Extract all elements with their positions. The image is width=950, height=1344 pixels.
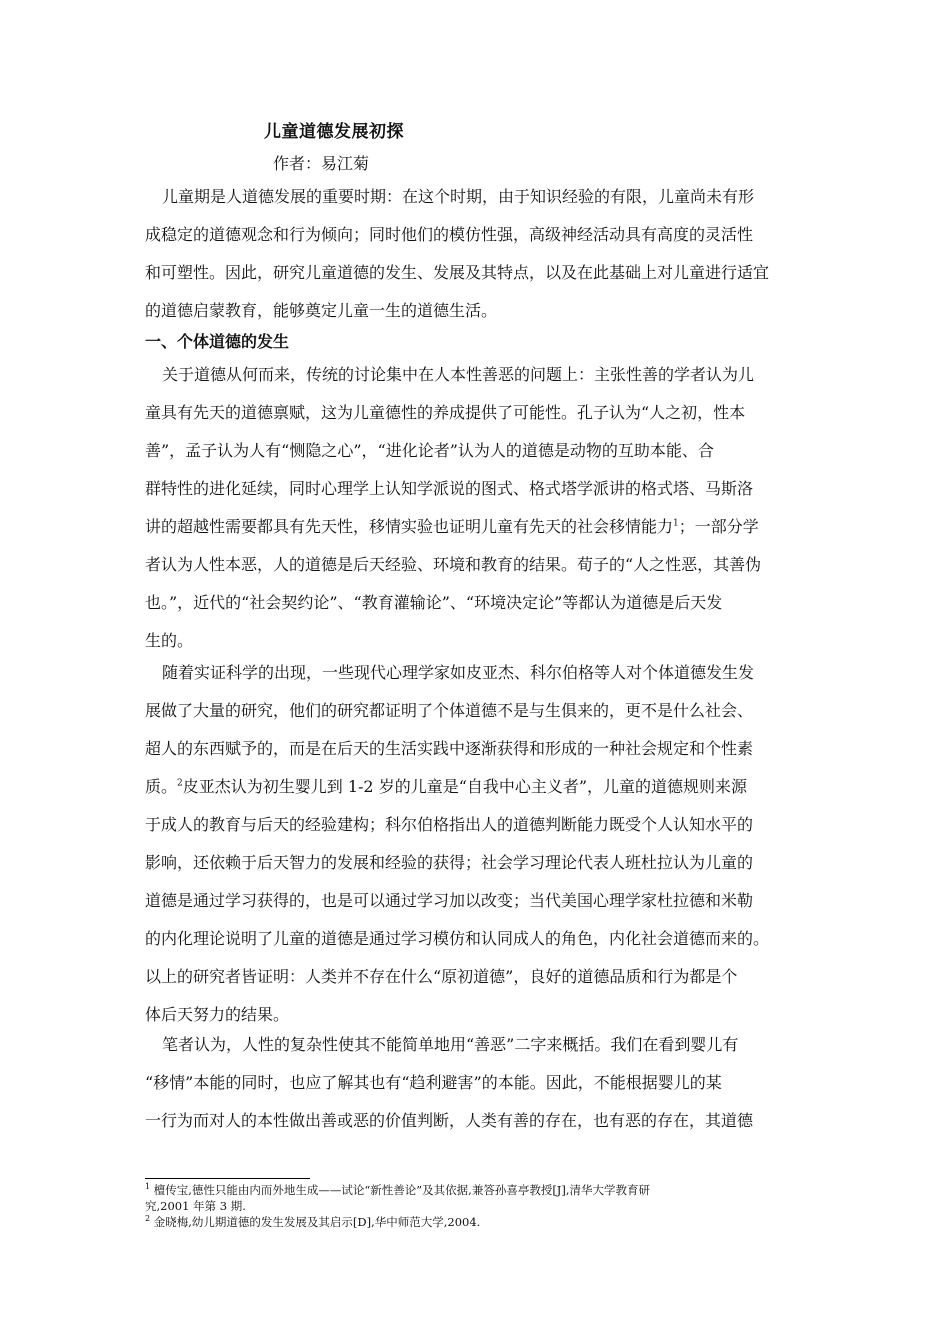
text-segment: 皮亚杰认为初生婴儿到 1-2 岁的儿童是“自我中心主义者”，儿童的道德规则来源: [182, 777, 748, 796]
footnote-text: 檀传宝,德性只能由内而外地生成——试论“新性善论”及其依据,兼答孙喜亭教授[J],清华大学教育研: [153, 1183, 651, 1197]
intro-line: 儿童期是人道德发展的重要时期：在这个时期，由于知识经验的有限，儿童尚未有形: [162, 187, 755, 206]
text-line: 的内化理论说明了儿童的道德是通过学习模仿和认同成人的角色，内化社会道德而来的。: [145, 929, 770, 948]
text-line: 随着实证科学的出现，一些现代心理学家如皮亚杰、科尔伯格等人对个体道德发生发: [162, 663, 755, 682]
paragraph-empirical: [145, 654, 821, 1034]
footnote-ref[interactable]: 1: [673, 518, 679, 529]
text-line: 于成人的教育与后天的经验建构；科尔伯格指出人的道德判断能力既受个人认知水平的: [145, 815, 754, 834]
footnote-ref[interactable]: 2: [177, 778, 183, 789]
intro-line: 和可塑性。因此，研究儿童道德的发生、发展及其特点，以及在此基础上对儿童进行适宜: [145, 263, 770, 282]
text-line: 也。”，近代的“社会契约论”、“教育灌输论”、“环境决定论”等都认为道德是后天发: [145, 593, 723, 612]
text-line: 一行为而对人的本性做出善或恶的价值判断，人类有善的存在，也有恶的存在，其道德: [145, 1111, 754, 1130]
intro-line: 的道德启蒙教育，能够奠定儿童一生的道德生活。: [145, 301, 498, 320]
text-line: [145, 508, 821, 546]
text-segment: 讲的超越性需要都具有先天性，移情实验也证明儿童有先天的社会移情能力: [145, 517, 674, 536]
text-line: 关于道德从何而来，传统的讨论集中在人本性善恶的问题上：主张性善的学者认为儿: [162, 365, 755, 384]
text-line: 超人的东西赋予的，而是在后天的生活实践中逐渐获得和形成的一种社会规定和个性素: [145, 739, 754, 758]
intro-paragraph: [145, 178, 821, 330]
footnote-1-continuation: 究,2001 年第 3 期.: [145, 1199, 246, 1213]
footnote-mark: 2: [145, 1214, 151, 1224]
text-line: 群特性的进化延续，同时心理学上认知学派说的图式、格式塔学派讲的格式塔、马斯洛: [145, 479, 754, 498]
text-line: 童具有先天的道德禀赋，这为儿童德性的养成提供了可能性。孔子认为“人之初，性本: [145, 403, 746, 422]
text-line: 以上的研究者皆证明：人类并不存在什么“原初道德”，良好的道德品质和行为都是个: [145, 967, 738, 986]
paragraph-author-view: [145, 1026, 821, 1140]
text-line: 展做了大量的研究，他们的研究都证明了个体道德不是与生俱来的，更不是什么社会、: [145, 701, 754, 720]
footnote-mark: 1: [145, 1182, 151, 1192]
footnotes: [145, 1182, 805, 1230]
text-line: 体后天努力的结果。: [145, 1005, 290, 1024]
text-segment: 质。: [145, 777, 178, 796]
text-line: 善”，孟子认为人有“恻隐之心”，“进化论者”认为人的道德是动物的互助本能、合: [145, 441, 714, 460]
footnote-text: 金晓梅,幼儿期道德的发生发展及其启示[D],华中师范大学,2004.: [153, 1215, 481, 1229]
footnote-divider: [145, 1178, 310, 1179]
footnote-2: [145, 1214, 805, 1230]
text-line: 生的。: [145, 631, 194, 650]
text-line: “移情”本能的同时，也应了解其也有“趋利避害”的本能。因此，不能根据婴儿的某: [145, 1073, 722, 1092]
author-line: 作者：易江菊: [273, 154, 370, 173]
footnote-1: [145, 1182, 805, 1198]
document-title: 儿童道德发展初探: [264, 122, 404, 142]
intro-line: 成稳定的道德观念和行为倾向；同时他们的模仿性强，高级神经活动具有高度的灵活性: [145, 225, 754, 244]
text-line: [145, 768, 821, 806]
text-segment: ；一部分学: [678, 517, 759, 536]
section-heading: 一、个体道德的发生: [145, 332, 290, 351]
paragraph-origins: [145, 356, 821, 660]
text-line: 笔者认为，人性的复杂性使其不能简单地用“善恶”二字来概括。我们在看到婴儿有: [162, 1035, 739, 1054]
text-line: 影响，还依赖于后天智力的发展和经验的获得；社会学习理论代表人班杜拉认为儿童的: [145, 853, 754, 872]
text-line: 者认为人性本恶，人的道德是后天经验、环境和教育的结果。荀子的“人之性恶，其善伪: [145, 555, 762, 574]
text-line: 道德是通过学习获得的，也是可以通过学习加以改变；当代美国心理学家杜拉德和米勒: [145, 891, 754, 910]
